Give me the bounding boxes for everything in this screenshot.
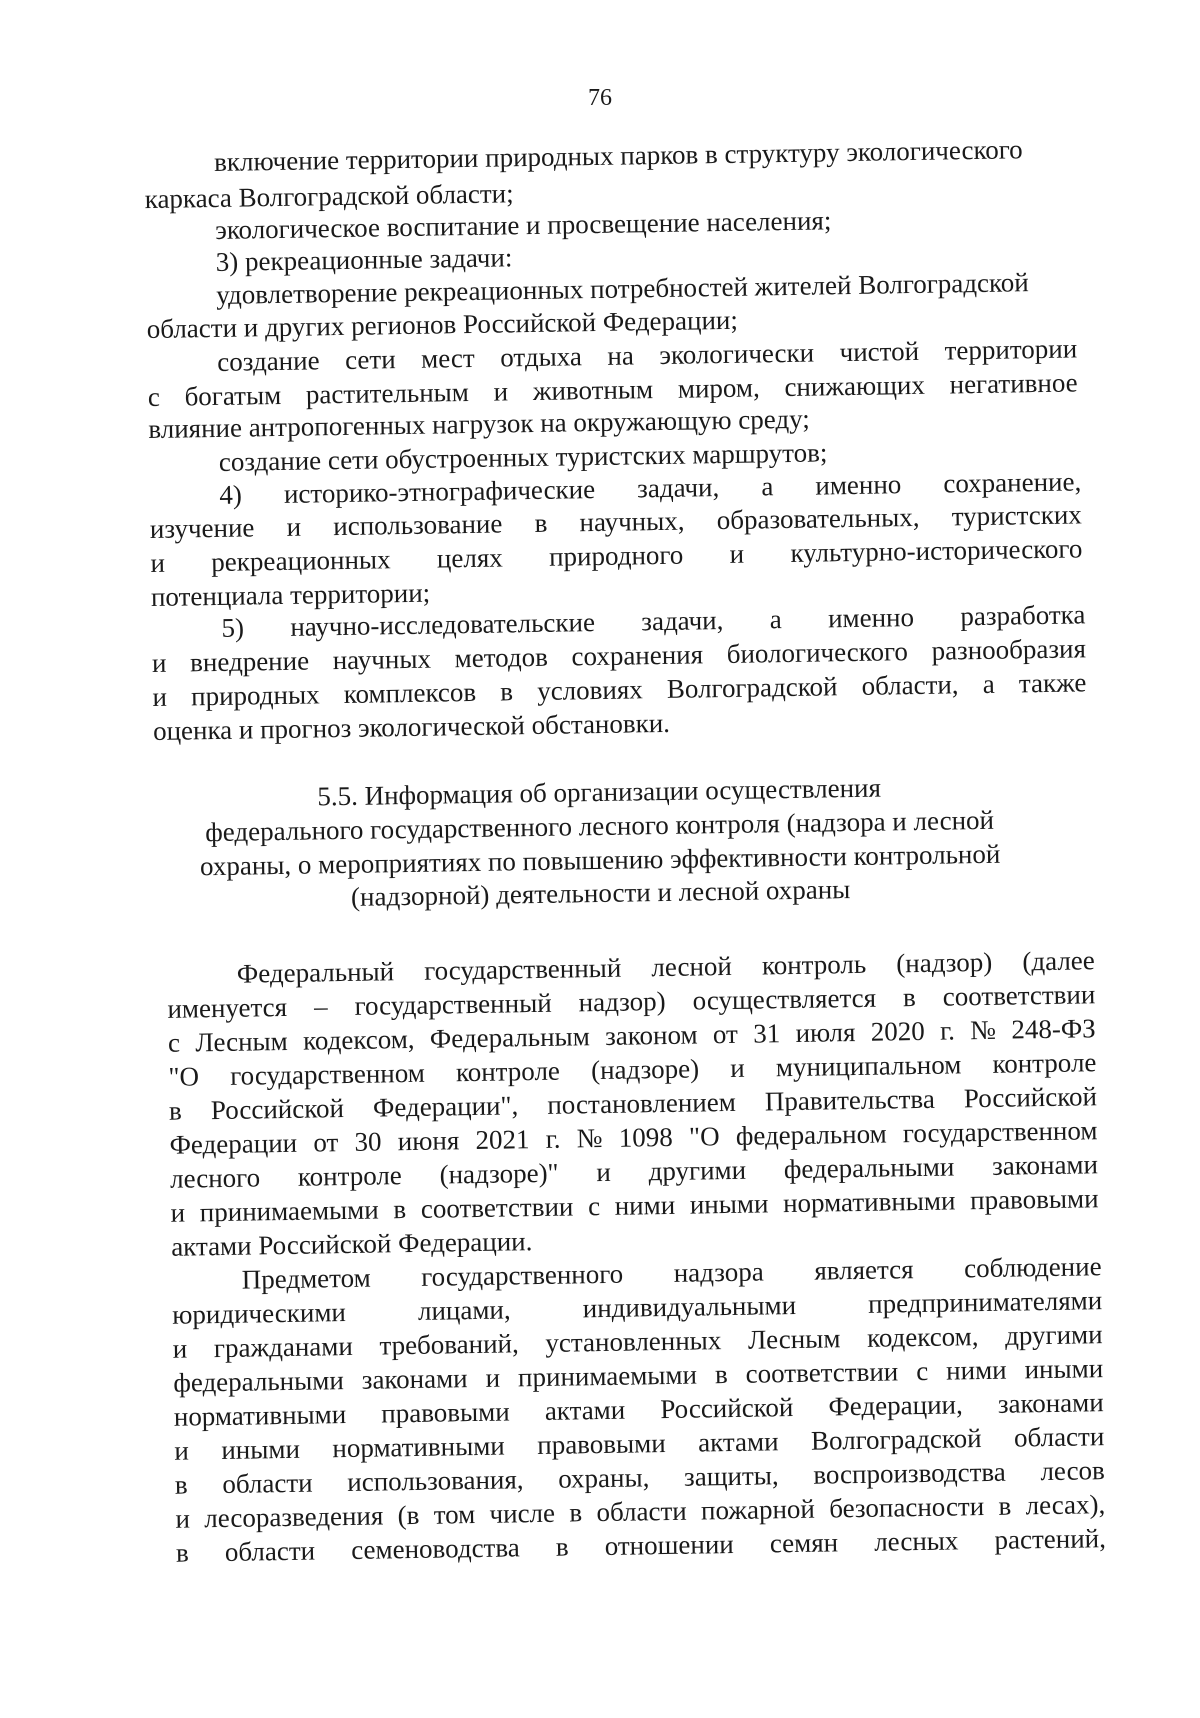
text-line: каркаса Волгоградской области; xyxy=(144,178,514,215)
text-line: области и других регионов Российской Федерации; xyxy=(146,304,739,345)
text-line: потенциала территории; xyxy=(150,577,431,613)
text-line: включение территории природных парков в структуру экологического xyxy=(213,134,1023,177)
text-line: и рекреационных целях природного и культурно-исторического xyxy=(150,533,1083,579)
text-line: Предметом государственного надзора является соблюдение xyxy=(241,1251,1102,1295)
text-line: 5) научно-исследовательские задачи, а именно разработка xyxy=(221,599,1086,643)
text-line: Федеральный государственный лесной контроль (надзор) (далее xyxy=(236,945,1095,989)
text-line: и лесоразведения (в том числе в области пожарной безопасности в лесах), xyxy=(175,1489,1106,1534)
text-line: влияние антропогенных нагрузок на окружающую среду; xyxy=(148,403,810,445)
text-line: создание сети обустроенных туристских маршрутов; xyxy=(218,437,828,477)
section-heading-line: 5.5. Информация об организации осуществления xyxy=(317,772,882,812)
text-line: Федерации от 30 июня 2021 г. № 1098 "О федеральном государственном xyxy=(169,1115,1098,1160)
text-line: в области использования, охраны, защиты, воспроизводства лесов xyxy=(174,1455,1106,1500)
text-line: с богатым растительным и животным миром, снижающих негативное xyxy=(147,367,1078,413)
text-line: изучение и использование в научных, образовательных, туристских xyxy=(149,499,1083,545)
text-line: актами Российской Федерации. xyxy=(170,1226,533,1262)
text-line: 4) историко-этнографические задачи, а именно сохранение, xyxy=(219,466,1082,510)
text-line: экологическое воспитание и просвещение населения; xyxy=(214,205,832,245)
text-line: с Лесным кодексом, Федеральным законом от 31 июля 2020 г. № 248-ФЗ xyxy=(167,1013,1096,1058)
text-line: "О государственном контроле (надзоре) и муниципальном контроле xyxy=(168,1047,1097,1092)
text-line: именуется – государственный надзор) осуществляется в соответствии xyxy=(167,979,1096,1024)
text-line: в области семеноводства в отношении семян лесных растений, xyxy=(175,1523,1107,1568)
text-line: создание сети мест отдыха на экологически чистой территории xyxy=(217,333,1078,377)
section-heading-line: охраны, о мероприятиях по повышению эффективности контрольной xyxy=(199,838,1001,882)
text-line: и принимаемыми в соответствии с ними иными нормативными правовыми xyxy=(170,1183,1099,1228)
section-heading-line: федерального государственного лесного контроля (надзора и лесной xyxy=(204,804,995,848)
text-line: и иными нормативными правовыми актами Волгоградской области xyxy=(174,1421,1105,1466)
text-line: 3) рекреационные задачи: xyxy=(215,242,513,277)
section-heading-line: (надзорной) деятельности и лесной охраны xyxy=(350,874,851,912)
text-line: и внедрение научных методов сохранения биологического разнообразия xyxy=(151,633,1087,679)
text-line: в Российской Федерации", постановлением Правительства Российской xyxy=(168,1081,1098,1126)
text-line: нормативными правовыми актами Российской Федерации, законами xyxy=(173,1387,1104,1432)
text-line: и природных комплексов в условиях Волгоградской области, а также xyxy=(152,667,1087,713)
text-line: и гражданами требований, установленных Лесным кодексом, другими xyxy=(172,1319,1103,1364)
text-line: лесного контроле (надзоре)" и другими федеральными законами xyxy=(169,1149,1099,1194)
text-line: оценка и прогноз экологической обстановки. xyxy=(152,707,671,747)
text-line: удовлетворение рекреационных потребностей жителей Волгоградской xyxy=(215,267,1029,310)
text-line: юридическими лицами, индивидуальными предпринимателями xyxy=(172,1285,1103,1330)
page-number: 76 xyxy=(588,85,612,111)
text-line: федеральными законами и принимаемыми в соответствии с ними иными xyxy=(173,1353,1104,1398)
